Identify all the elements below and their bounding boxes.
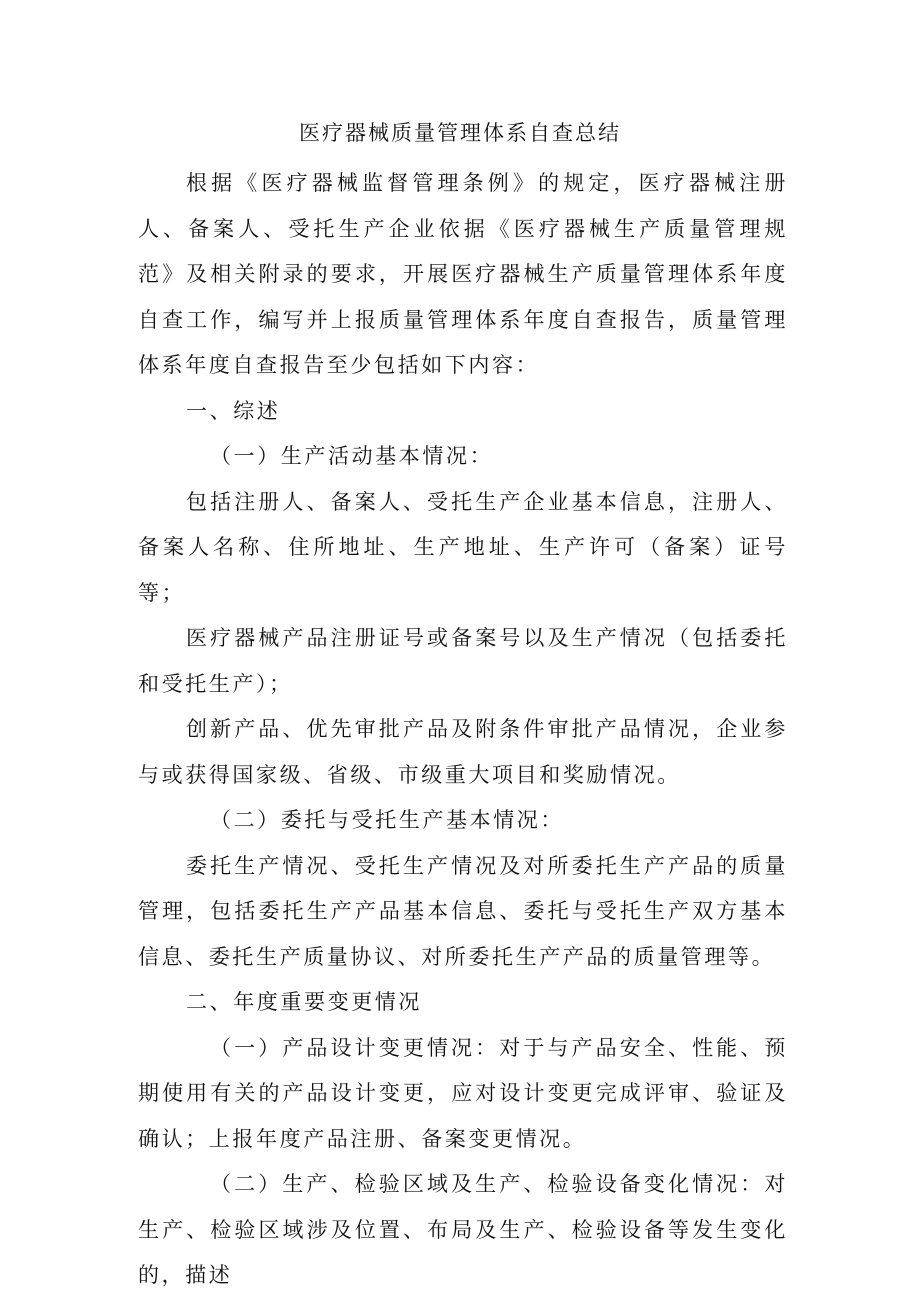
heading-annual-changes: 二、年度重要变更情况 [186,990,422,1014]
paragraph-design-changes: （一）产品设计变更情况：对于与产品安全、性能、预期使用有关的产品设计变更，应对设计变更完成评审、验证及确认；上报年度产品注册、备案变更情况。 [138,1035,788,1151]
document-body [138,161,788,1299]
paragraph-entrusted-production: 委托生产情况、受托生产情况及对所委托生产产品的质量管理，包括委托生产产品基本信息、委托与受托生产双方基本信息、委托生产质量协议、对所委托生产产品的质量管理等。 [138,853,788,969]
paragraph-registration-numbers: 医疗器械产品注册证号或备案号以及生产情况（包括委托和受托生产）； [138,626,788,696]
paragraph-basic-info: 包括注册人、备案人、受托生产企业基本信息，注册人、备案人名称、住所地址、生产地址、生产许可（备案）证号等； [138,489,788,605]
paragraph-area-equipment-changes: （二）生产、检验区域及生产、检验设备变化情况：对生产、检验区域涉及位置、布局及生产、检验设备等发生变化的，描述 [138,1172,788,1287]
heading-overview: 一、综述 [186,398,281,423]
paragraph-intro: 根据《医疗器械监督管理条例》的规定，医疗器械注册人、备案人、受托生产企业依据《医疗器械生产质量管理规范》及相关附录的要求，开展医疗器械生产质量管理体系年度自查工作，编写并上报质量管理体系年度自查报告，质量管理体系年度自查报告至少包括如下内容： [138,171,788,377]
paragraph-innovative-products: 创新产品、优先审批产品及附条件审批产品情况，企业参与或获得国家级、省级、市级重大项目和奖励情况。 [138,717,788,787]
subheading-entrusted-production: （二）委托与受托生产基本情况： [210,808,564,832]
document-title: 医疗器械质量管理体系自查总结 [299,121,621,145]
subheading-production-activities: （一）生产活动基本情况： [210,444,494,468]
